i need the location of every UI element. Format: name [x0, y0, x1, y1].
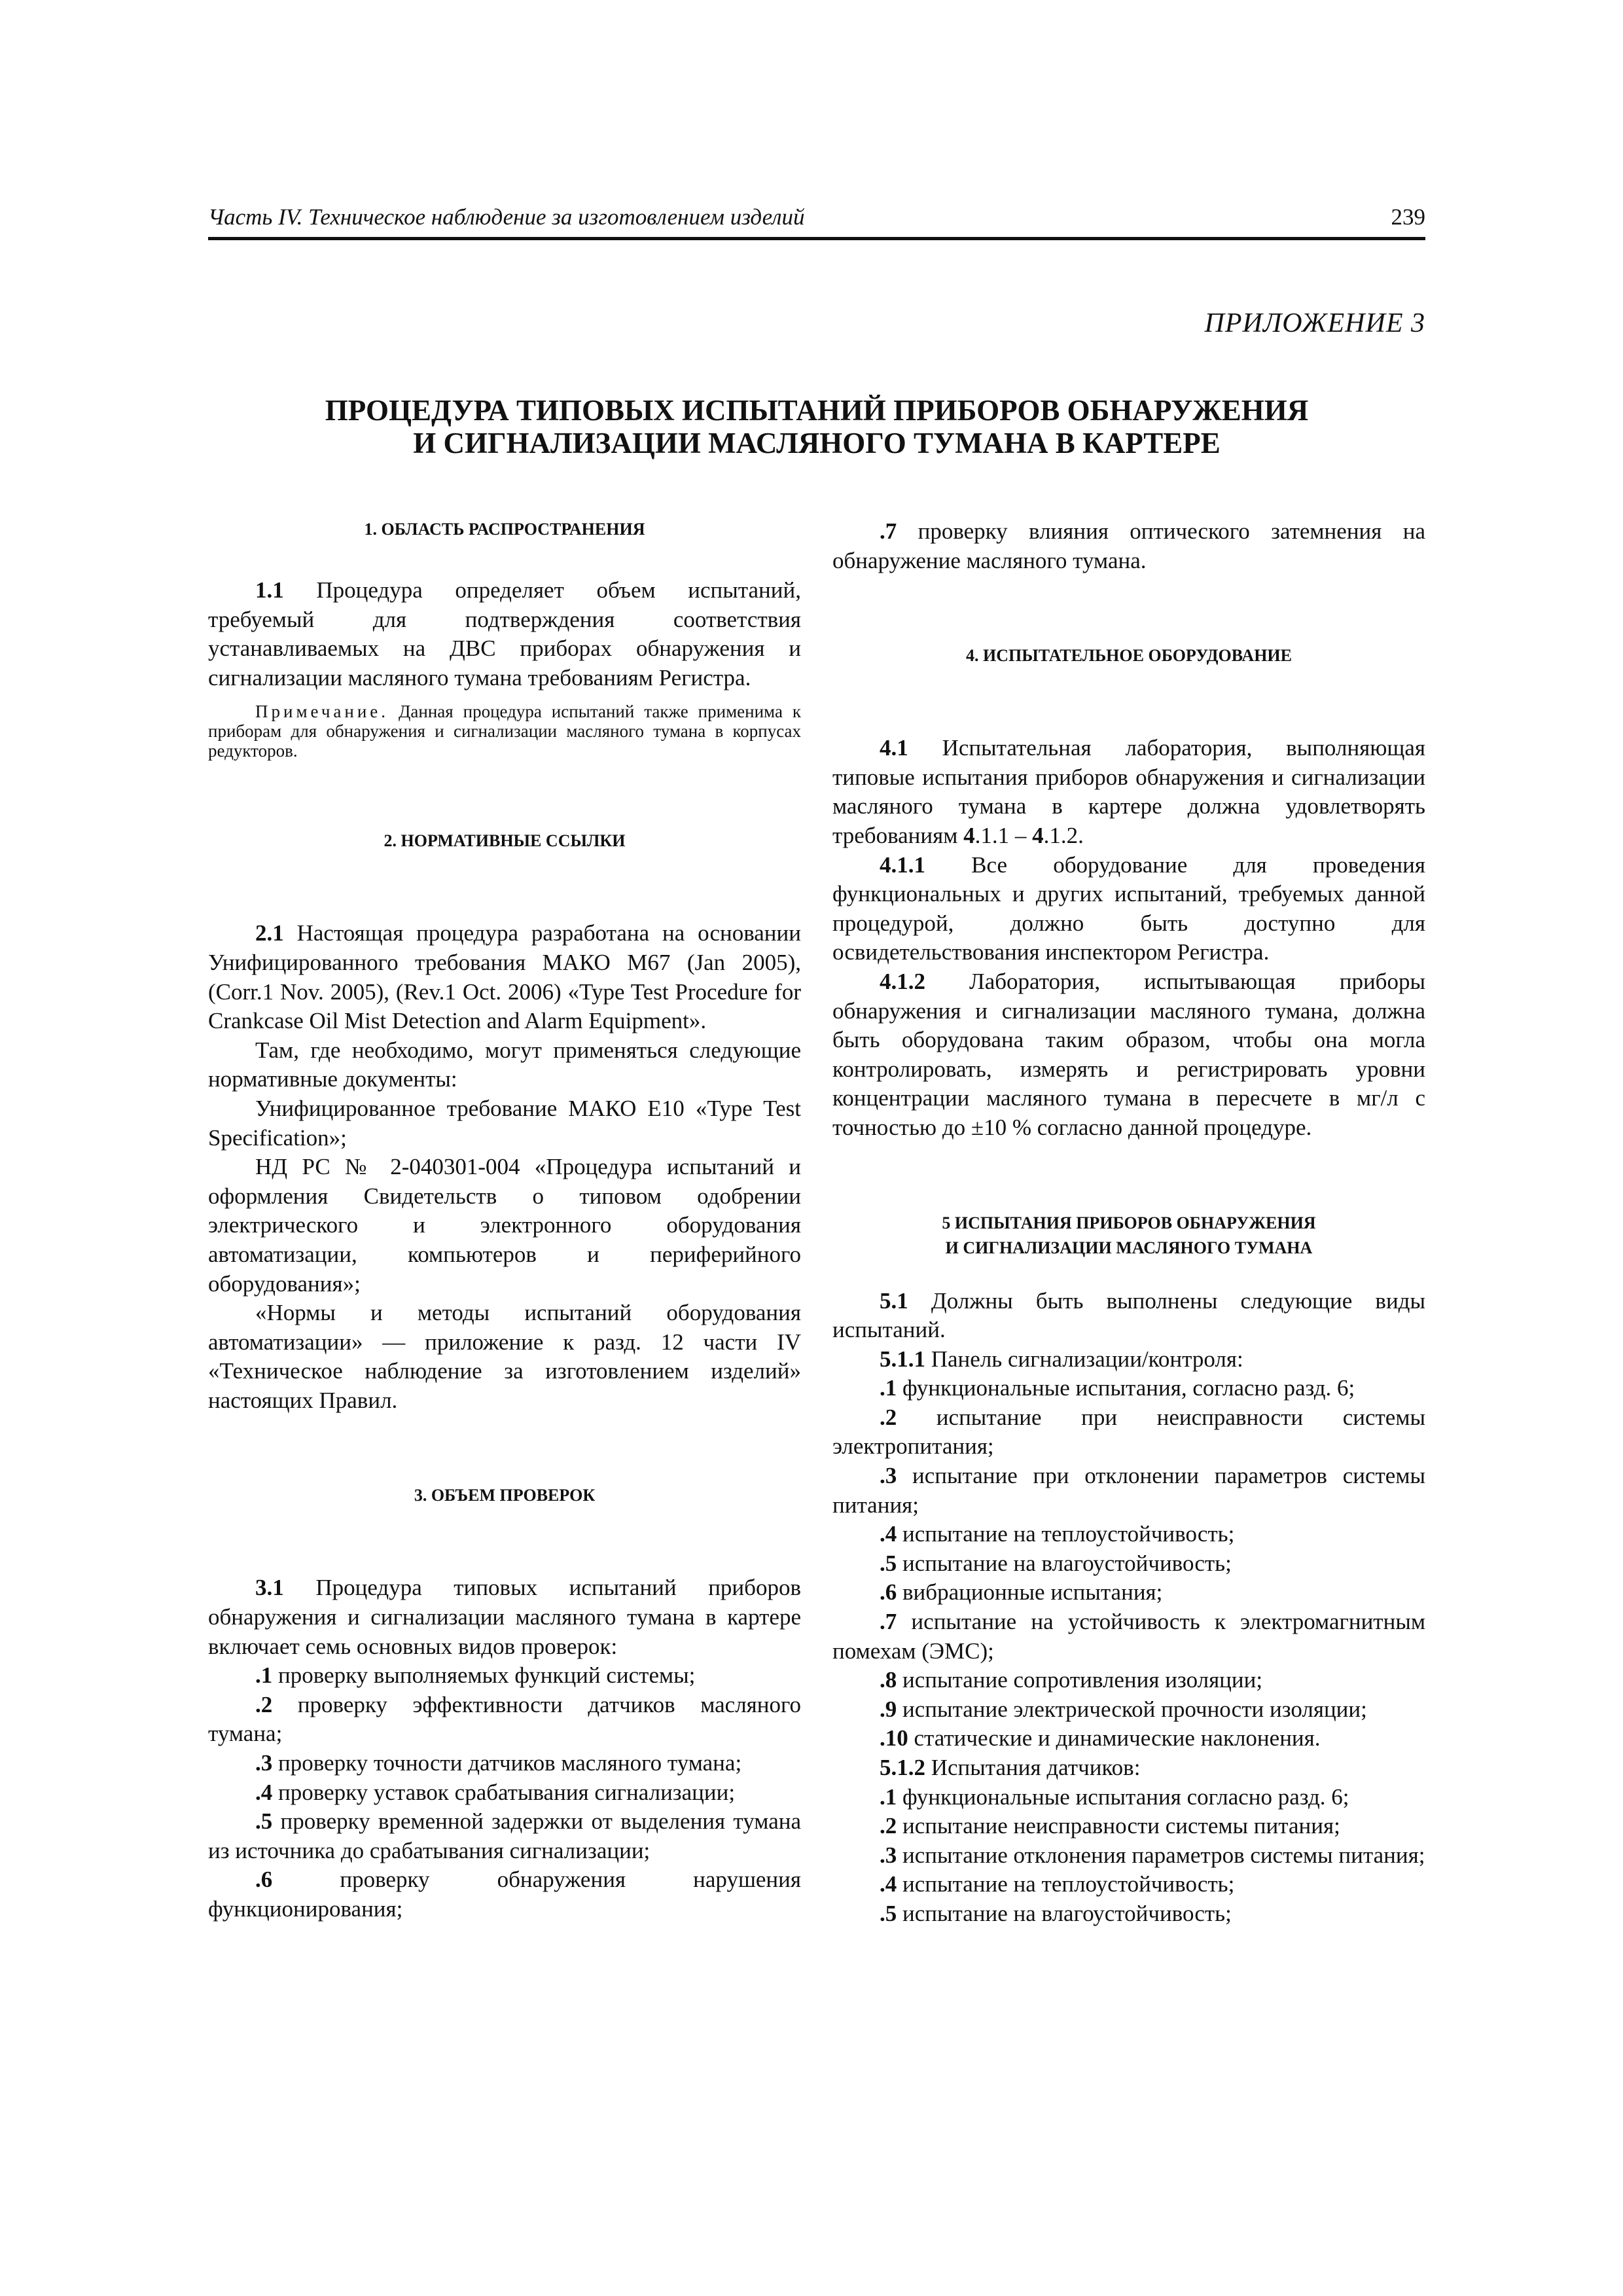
title-line: ПРОЦЕДУРА ТИПОВЫХ ИСПЫТАНИЙ ПРИБОРОВ ОБНАРУЖЕНИЯ: [325, 394, 1309, 427]
list-item: .5 проверку временной задержки от выделения тумана из источника до срабатывания сигнализации;: [208, 1808, 801, 1863]
paragraph-3-1: 3.1 Процедура типовых испытаний приборов обнаружения и сигнализации масляного тумана в картере включает семь основных видов проверок:: [208, 1575, 801, 1659]
document-title: [208, 394, 1425, 459]
appendix-label: ПРИЛОЖЕНИЕ 3: [1204, 308, 1425, 338]
list-item: .10 статические и динамические наклонения.: [880, 1725, 1321, 1751]
paragraph-5-1: 5.1 Должны быть выполнены следующие виды испытаний.: [832, 1287, 1425, 1343]
list-item: .4 испытание на теплоустойчивость;: [880, 1871, 1235, 1897]
list-item: .2 испытание неисправности системы питания;: [880, 1813, 1340, 1839]
list-item: .5 испытание на влагоустойчивость;: [880, 1550, 1232, 1576]
list-item: .2 проверку эффективности датчиков масляного тумана;: [208, 1691, 801, 1747]
list-item: .5 испытание на влагоустойчивость;: [880, 1900, 1232, 1926]
paragraph-4-1: 4.1 Испытательная лаборатория, выполняющая типовые испытания приборов обнаружения и сигнализации масляного тумана в картере должна удовлетворять требованиям 4.1.1 – 4.1.2.: [832, 735, 1425, 848]
paragraph-2-5: «Нормы и методы испытаний оборудования автоматизации» — приложение к разд. 12 части IV «Техническое наблюдение за изготовлением изделий» настоящих Правил.: [208, 1300, 801, 1413]
list-item: .4 проверку уставок срабатывания сигнализации;: [255, 1779, 736, 1805]
paragraph-2-3: Унифицированное требование МАКО Е10 «Type Test Specification»;: [208, 1095, 801, 1151]
section-heading-1: 1. ОБЛАСТЬ РАСПРОСТРАНЕНИЯ: [364, 520, 645, 539]
note: Примечание. Данная процедура испытаний также применима к приборам для обнаружения и сигнализации масляного тумана в корпусах редукторов.: [208, 702, 801, 761]
page-number: 239: [1391, 204, 1425, 230]
clause-number: 4.1.1: [880, 852, 925, 878]
clause-number: 1.1: [255, 577, 284, 603]
list-item: .1 функциональные испытания, согласно разд. 6;: [880, 1375, 1355, 1401]
paragraph-2-2: Там, где необходимо, могут применяться следующие нормативные документы:: [208, 1037, 801, 1092]
list-item: .3 испытание отклонения параметров системы питания;: [880, 1842, 1425, 1868]
section-heading-4: 4. ИСПЫТАТЕЛЬНОЕ ОБОРУДОВАНИЕ: [965, 646, 1292, 666]
list-item: .9 испытание электрической прочности изоляции;: [880, 1696, 1367, 1722]
list-item: .1 проверку выполняемых функций системы;: [255, 1662, 696, 1689]
paragraph-5-1-1: 5.1.1 Панель сигнализации/контроля:: [880, 1346, 1243, 1372]
section-heading-3: 3. ОБЪЕМ ПРОВЕРОК: [414, 1486, 596, 1505]
list-item: .3 испытание при отклонении параметров системы питания;: [832, 1463, 1425, 1518]
list-item: .2 испытание при неисправности системы электропитания;: [832, 1404, 1425, 1460]
section-heading-2: 2. НОРМАТИВНЫЕ ССЫЛКИ: [383, 831, 626, 851]
clause-number: 5.1: [880, 1287, 908, 1314]
left-column: [208, 517, 801, 1924]
list-item: .7 проверку влияния оптического затемнения на обнаружение масляного тумана.: [832, 518, 1425, 573]
list-item: .8 испытание сопротивления изоляции;: [880, 1667, 1263, 1693]
running-title: Часть IV. Техническое наблюдение за изготовлением изделий: [208, 204, 805, 230]
paragraph-2-4: НД РС № 2-040301-004 «Процедура испытаний и оформления Свидетельств о типовом одобрении электрического и электронного оборудования автоматизации, компьютеров и периферийного оборудования»;: [208, 1154, 801, 1297]
note-label: Примечание.: [255, 702, 389, 722]
paragraph-2-1: 2.1 Настоящая процедура разработана на основании Унифицированного требования МАКО М67 (Jan 2005), (Corr.1 Nov. 2005), (Rev.1 Oct. 2006) «Type Test Procedure for Crankcase Oil Mist Detection and Alarm Equipment».: [208, 920, 801, 1034]
section-heading-5: 5 ИСПЫТАНИЯ ПРИБОРОВ ОБНАРУЖЕНИЯ И СИГНАЛИЗАЦИИ МАСЛЯНОГО ТУМАНА: [942, 1213, 1316, 1257]
list-item: .4 испытание на теплоустойчивость;: [880, 1521, 1235, 1547]
paragraph-5-1-2: 5.1.2 Испытания датчиков:: [880, 1755, 1141, 1780]
right-column: [832, 517, 1425, 1929]
clause-number: 5.1.2: [880, 1755, 925, 1780]
paragraph-4-1-2: 4.1.2 Лаборатория, испытывающая приборы обнаружения и сигнализации масляного тумана, должна быть оборудована таким образом, чтобы она могла контролировать, измерять и регистрировать уровни концентрации масляного тумана в пересчете в мг/л с точностью до ±10 % согласно данной процедуре.: [832, 968, 1425, 1140]
list-item: .7 испытание на устойчивость к электромагнитным помехам (ЭМС);: [832, 1609, 1425, 1664]
clause-number: 4.1.2: [880, 968, 925, 994]
list-item: .6 проверку обнаружения нарушения функционирования;: [208, 1867, 801, 1922]
clause-number: 4.1: [880, 735, 908, 761]
running-header: [208, 204, 1425, 240]
title-line: И СИГНАЛИЗАЦИИ МАСЛЯНОГО ТУМАНА В КАРТЕРЕ: [413, 427, 1221, 459]
clause-number: 3.1: [255, 1575, 284, 1601]
clause-number: 2.1: [255, 920, 284, 946]
paragraph-1-1: 1.1 Процедура определяет объем испытаний, требуемый для подтверждения соответствия устанавливаемых на ДВС приборах обнаружения и сигнализации масляного тумана требованиям Регистра.: [208, 577, 801, 691]
clause-number: 5.1.1: [880, 1346, 925, 1372]
list-item: .3 проверку точности датчиков масляного тумана;: [255, 1750, 742, 1776]
paragraph-4-1-1: 4.1.1 Все оборудование для проведения функциональных и других испытаний, требуемых данной процедурой, должно быть доступно для освидетельствования инспектором Регистра.: [832, 852, 1425, 965]
list-item: .1 функциональные испытания согласно разд. 6;: [880, 1784, 1349, 1810]
list-item: .6 вибрационные испытания;: [880, 1579, 1163, 1605]
